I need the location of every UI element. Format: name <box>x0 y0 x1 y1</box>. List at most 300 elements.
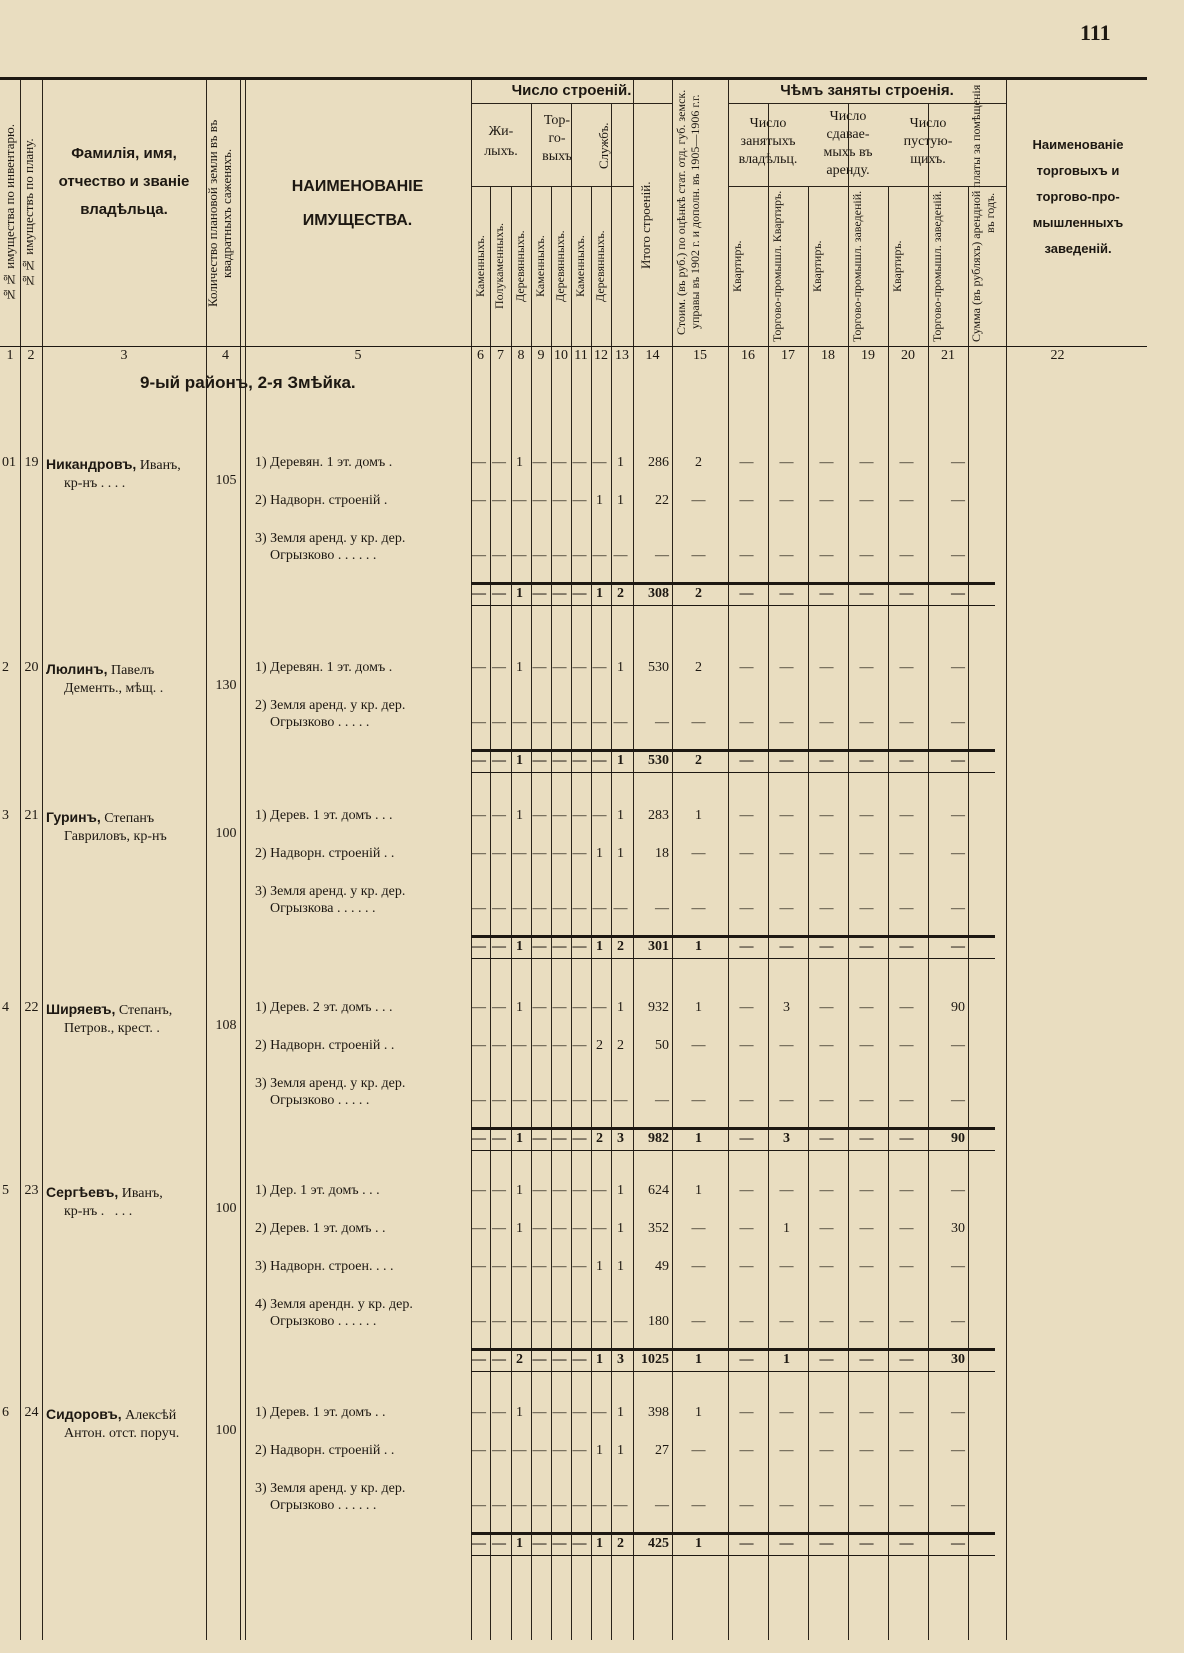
value-cell: — <box>951 1183 965 1198</box>
value-cell: — <box>552 1314 567 1329</box>
value-cell: 1 <box>516 660 523 675</box>
value-cell: — <box>532 715 547 730</box>
value-cell: — <box>739 1443 754 1458</box>
value-cell: — <box>899 901 914 916</box>
value-cell: — <box>779 455 794 470</box>
district-title: 9-ый районъ, 2-я Змѣйка. <box>140 373 356 392</box>
value-cell: — <box>532 548 547 563</box>
column-number: 19 <box>861 348 875 363</box>
total-cell: 1 <box>695 1352 702 1367</box>
total-cell: — <box>899 1536 914 1551</box>
value-cell: — <box>572 1093 587 1108</box>
value-cell: — <box>552 846 567 861</box>
total-cell: — <box>739 586 754 601</box>
value-cell: — <box>899 1259 914 1274</box>
header-residential: Жи- лыхъ. <box>484 124 518 159</box>
value-cell: — <box>951 548 965 563</box>
value-cell: — <box>691 493 706 508</box>
value-cell: — <box>739 660 754 675</box>
value-cell: — <box>739 846 754 861</box>
total-cell: — <box>472 1352 486 1367</box>
owner-line-2: Антон. отст. поруч. <box>64 1426 180 1441</box>
value-cell: — <box>655 548 669 563</box>
value-cell: — <box>819 1498 834 1513</box>
value-cell: — <box>899 808 914 823</box>
header-buildings: Число строеній. <box>511 82 632 99</box>
total-rule <box>471 935 995 938</box>
value-cell: — <box>552 455 567 470</box>
total-cell: — <box>572 1352 587 1367</box>
value-cell: — <box>532 660 547 675</box>
value-cell: — <box>592 715 607 730</box>
header-total-buildings: Итого строеній. <box>638 181 653 269</box>
column-number: 7 <box>497 348 504 363</box>
header-rented: Число сдавае- мыхъ въ аренду. <box>823 109 873 178</box>
value-cell: — <box>739 1405 754 1420</box>
owner-name <box>46 455 206 493</box>
sub-header-sub10: Деревянныхъ. <box>553 230 567 302</box>
column-number: 1 <box>6 348 14 363</box>
total-cell: — <box>532 939 547 954</box>
value-cell: — <box>779 1314 794 1329</box>
value-cell: — <box>572 1000 587 1015</box>
property-item: 3) Земля аренд. у кр. дер. <box>255 1076 406 1091</box>
value-cell: — <box>472 493 486 508</box>
value-cell: — <box>859 1000 874 1015</box>
total-cell: — <box>552 1131 567 1146</box>
value-cell: — <box>951 901 965 916</box>
property-item-cont: Огрызково . . . . . . <box>270 1498 377 1513</box>
total-cell: — <box>859 1352 874 1367</box>
owner-line-1 <box>46 455 206 475</box>
land-area: 105 <box>215 473 237 488</box>
total-rule <box>471 582 995 585</box>
value-cell: — <box>592 901 607 916</box>
total-cell: — <box>819 1352 834 1367</box>
value-cell: — <box>472 846 486 861</box>
total-cell: — <box>592 753 607 768</box>
owner-surname: Люлинъ, <box>46 661 108 677</box>
value-cell: — <box>951 1498 965 1513</box>
owner-given-name: Степанъ, <box>118 1003 173 1018</box>
land-area: 100 <box>215 826 237 841</box>
value-cell: — <box>552 1405 567 1420</box>
value-cell: — <box>819 1221 834 1236</box>
inv-number: 2 <box>2 660 9 675</box>
total-cell: 1 <box>783 1352 790 1367</box>
value-cell: — <box>572 846 587 861</box>
value-cell: — <box>572 1038 587 1053</box>
value-cell: — <box>552 715 567 730</box>
value-cell: — <box>613 1498 628 1513</box>
column-number: 16 <box>741 348 755 363</box>
value-cell: 1 <box>617 1443 624 1458</box>
plan-number: 19 <box>24 455 39 470</box>
property-item-cont: Огрызково . . . . . . <box>270 548 377 563</box>
land-area: 100 <box>215 1201 237 1216</box>
header-valuation: Стоим. (въ руб.) по оцѣнкѣ стат. отд. губ. земск. управы въ 1902 г. и дополн. въ 1905—1906 г.г. <box>674 89 702 335</box>
land-area: 100 <box>215 1423 237 1438</box>
value-cell: 1 <box>596 846 603 861</box>
value-cell: — <box>472 715 486 730</box>
total-cell: — <box>472 1536 486 1551</box>
value-cell: — <box>572 548 587 563</box>
value-cell: 2 <box>596 1038 603 1053</box>
total-cell: — <box>472 586 486 601</box>
value-cell: — <box>951 660 965 675</box>
total-cell: 982 <box>648 1131 669 1146</box>
value-cell: — <box>951 1259 965 1274</box>
value-cell: — <box>512 1259 527 1274</box>
owner-name <box>46 1183 206 1221</box>
total-cell: — <box>819 586 834 601</box>
value-cell: — <box>492 1000 506 1015</box>
column-rule <box>1006 80 1007 1640</box>
value-cell: — <box>859 1038 874 1053</box>
total-cell: — <box>739 1352 754 1367</box>
value-cell: — <box>739 1000 754 1015</box>
value-cell: — <box>472 1498 486 1513</box>
value-cell: — <box>572 455 587 470</box>
value-cell: — <box>572 1221 587 1236</box>
value-cell: — <box>572 808 587 823</box>
value-cell: — <box>899 1000 914 1015</box>
value-cell: 286 <box>648 455 669 470</box>
value-cell: — <box>899 1498 914 1513</box>
value-cell: — <box>472 901 486 916</box>
value-cell: — <box>899 493 914 508</box>
header-commercial: Тор- го- выхъ <box>542 113 572 164</box>
value-cell: — <box>779 901 794 916</box>
value-cell: — <box>592 1221 607 1236</box>
total-cell: — <box>951 939 965 954</box>
total-cell: 301 <box>648 939 669 954</box>
sub-header-sub15: Квартиръ. <box>730 240 744 292</box>
property-item: 1) Дерев. 1 эт. домъ . . <box>255 1405 386 1420</box>
column-number: 6 <box>477 348 484 363</box>
total-cell: — <box>552 753 567 768</box>
value-cell: — <box>552 1000 567 1015</box>
value-cell: 90 <box>951 1000 965 1015</box>
value-cell: 2 <box>617 1038 624 1053</box>
value-cell: — <box>512 715 527 730</box>
total-cell: 1 <box>596 1536 603 1551</box>
value-cell: — <box>779 1405 794 1420</box>
column-number: 18 <box>821 348 835 363</box>
property-item: 1) Дер. 1 эт. домъ . . . <box>255 1183 380 1198</box>
value-cell: — <box>859 715 874 730</box>
total-cell: — <box>899 753 914 768</box>
value-cell: — <box>859 1405 874 1420</box>
value-cell: — <box>532 493 547 508</box>
total-cell: — <box>472 753 486 768</box>
value-cell: — <box>951 1314 965 1329</box>
value-cell: — <box>819 1038 834 1053</box>
value-cell: — <box>739 548 754 563</box>
value-cell: — <box>592 1498 607 1513</box>
property-item: 3) Надворн. строен. . . . <box>255 1259 394 1274</box>
value-cell: — <box>532 1221 547 1236</box>
value-cell: — <box>572 660 587 675</box>
property-item-cont: Огрызково . . . . . . <box>270 1314 377 1329</box>
value-cell: — <box>532 1000 547 1015</box>
owner-line-1 <box>46 1000 206 1020</box>
total-rule <box>471 1127 995 1130</box>
value-cell: — <box>899 846 914 861</box>
value-cell: — <box>472 1038 486 1053</box>
value-cell: — <box>613 901 628 916</box>
total-cell: — <box>739 939 754 954</box>
total-cell: — <box>859 753 874 768</box>
value-cell: — <box>859 660 874 675</box>
value-cell: — <box>512 1038 527 1053</box>
value-cell: — <box>691 846 706 861</box>
value-cell: — <box>472 1093 486 1108</box>
value-cell: — <box>779 1259 794 1274</box>
value-cell: — <box>492 1183 506 1198</box>
value-cell: — <box>859 1093 874 1108</box>
value-cell: — <box>691 715 706 730</box>
value-cell: 1 <box>695 1183 702 1198</box>
value-cell: — <box>613 548 628 563</box>
property-item: 3) Земля аренд. у кр. дер. <box>255 531 406 546</box>
value-cell: — <box>951 1038 965 1053</box>
value-cell: — <box>951 1093 965 1108</box>
total-rule <box>471 1532 995 1535</box>
value-cell: 180 <box>648 1314 669 1329</box>
column-number: 11 <box>574 348 588 363</box>
column-number: 21 <box>941 348 955 363</box>
owner-line-1 <box>46 660 206 680</box>
owner-surname: Сергѣевъ, <box>46 1184 119 1200</box>
value-cell: — <box>739 455 754 470</box>
total-rule-bottom <box>471 1371 995 1372</box>
total-cell: 30 <box>951 1352 965 1367</box>
total-cell: — <box>532 1131 547 1146</box>
total-rule-bottom <box>471 1150 995 1151</box>
value-cell: — <box>592 808 607 823</box>
value-cell: — <box>472 548 486 563</box>
column-number: 22 <box>1050 348 1065 363</box>
header-area: Количество плановой земли въ въ квадратныхъ саженяхъ. <box>205 119 234 307</box>
total-rule-bottom <box>471 605 995 606</box>
value-cell: — <box>819 846 834 861</box>
owner-surname: Сидоровъ, <box>46 1406 122 1422</box>
total-cell: 2 <box>617 1536 624 1551</box>
value-cell: — <box>472 1183 486 1198</box>
value-cell: — <box>492 455 506 470</box>
group-rule <box>471 103 672 104</box>
value-cell: — <box>691 1498 706 1513</box>
value-cell: 1 <box>617 1259 624 1274</box>
value-cell: — <box>691 1221 706 1236</box>
owner-line-2: кр-нъ . . . . <box>64 1204 133 1219</box>
total-cell: 1 <box>617 753 624 768</box>
value-cell: — <box>472 1405 486 1420</box>
total-cell: — <box>552 939 567 954</box>
total-cell: 2 <box>596 1131 603 1146</box>
total-cell: — <box>572 753 587 768</box>
value-cell: — <box>572 1314 587 1329</box>
value-cell: — <box>779 1498 794 1513</box>
value-cell: — <box>819 660 834 675</box>
value-cell: — <box>691 1443 706 1458</box>
property-item: 1) Дерев. 1 эт. домъ . . . <box>255 808 393 823</box>
value-cell: — <box>899 548 914 563</box>
value-cell: 50 <box>655 1038 669 1053</box>
value-cell: — <box>779 1443 794 1458</box>
inv-number: 5 <box>2 1183 9 1198</box>
value-cell: — <box>859 808 874 823</box>
property-item: 4) Земля арендн. у кр. дер. <box>255 1297 413 1312</box>
total-cell: 1 <box>596 586 603 601</box>
total-cell: — <box>859 1536 874 1551</box>
value-cell: — <box>951 455 965 470</box>
top-rule <box>0 77 1147 80</box>
total-cell: 1 <box>516 939 523 954</box>
property-item: 3) Земля аренд. у кр. дер. <box>255 1481 406 1496</box>
owner-surname: Никандровъ, <box>46 456 137 472</box>
value-cell: 1 <box>516 1183 523 1198</box>
value-cell: — <box>532 455 547 470</box>
owner-name <box>46 808 206 846</box>
value-cell: — <box>512 493 527 508</box>
total-cell: 1 <box>695 939 702 954</box>
value-cell: — <box>592 1000 607 1015</box>
total-cell: — <box>819 939 834 954</box>
total-cell: 3 <box>617 1131 624 1146</box>
value-cell: 352 <box>648 1221 669 1236</box>
value-cell: — <box>819 1259 834 1274</box>
value-cell: — <box>655 901 669 916</box>
value-cell: — <box>552 1498 567 1513</box>
header-empty: Число пустую- щихъ. <box>903 116 953 167</box>
inv-number: 4 <box>2 1000 9 1015</box>
value-cell: — <box>492 1443 506 1458</box>
value-cell: — <box>739 1314 754 1329</box>
value-cell: — <box>532 1314 547 1329</box>
value-cell: — <box>613 1314 628 1329</box>
value-cell: — <box>532 1183 547 1198</box>
owner-surname: Гуринъ, <box>46 809 101 825</box>
total-cell: 2 <box>617 939 624 954</box>
value-cell: — <box>739 1183 754 1198</box>
value-cell: — <box>859 1259 874 1274</box>
value-cell: — <box>572 1405 587 1420</box>
value-cell: — <box>472 455 486 470</box>
value-cell: — <box>592 548 607 563</box>
value-cell: — <box>592 1093 607 1108</box>
total-cell: — <box>899 939 914 954</box>
value-cell: — <box>492 846 506 861</box>
value-cell: 1 <box>617 808 624 823</box>
value-cell: — <box>899 1183 914 1198</box>
total-cell: — <box>859 939 874 954</box>
value-cell: 530 <box>648 660 669 675</box>
sub-header-sub20: Торгово-промышл. заведеній. <box>930 190 944 342</box>
value-cell: — <box>779 1183 794 1198</box>
value-cell: — <box>492 660 506 675</box>
value-cell: — <box>819 1000 834 1015</box>
total-cell: 1 <box>516 1131 523 1146</box>
total-cell: — <box>951 753 965 768</box>
value-cell: 1 <box>783 1221 790 1236</box>
value-cell: — <box>739 808 754 823</box>
value-cell: — <box>552 548 567 563</box>
value-cell: — <box>691 1314 706 1329</box>
header-owner: Фамилія, имя, отчество и званіе владѣльца. <box>58 145 190 218</box>
value-cell: 1 <box>617 1000 624 1015</box>
value-cell: — <box>739 1093 754 1108</box>
value-cell: — <box>951 1405 965 1420</box>
total-cell: — <box>779 753 794 768</box>
column-number: 10 <box>554 348 568 363</box>
total-rule-bottom <box>471 958 995 959</box>
inv-number: 6 <box>2 1405 9 1420</box>
sub-header-sub11: Каменныхъ. <box>573 235 587 297</box>
value-cell: 22 <box>655 493 669 508</box>
value-cell: — <box>819 808 834 823</box>
value-cell: — <box>779 493 794 508</box>
value-cell: — <box>492 548 506 563</box>
value-cell: 1 <box>695 1000 702 1015</box>
value-cell: — <box>552 901 567 916</box>
column-rule <box>968 186 969 1640</box>
value-cell: — <box>472 1259 486 1274</box>
value-cell: 1 <box>695 808 702 823</box>
total-cell: 2 <box>695 753 702 768</box>
value-cell: — <box>819 493 834 508</box>
total-cell: — <box>859 1131 874 1146</box>
value-cell: — <box>819 548 834 563</box>
value-cell: — <box>779 715 794 730</box>
plan-number: 24 <box>24 1405 39 1420</box>
header-owner-occupied: Число занятыхъ владѣльц. <box>738 116 798 167</box>
value-cell: — <box>512 1443 527 1458</box>
value-cell: — <box>899 715 914 730</box>
column-number: 14 <box>645 348 660 363</box>
value-cell: — <box>592 660 607 675</box>
value-cell: — <box>819 1314 834 1329</box>
value-cell: — <box>532 1405 547 1420</box>
value-cell: — <box>552 1259 567 1274</box>
value-cell: 1 <box>516 1405 523 1420</box>
value-cell: — <box>951 493 965 508</box>
column-number: 8 <box>517 348 525 363</box>
sub-header-sub12: Деревянныхъ. <box>593 230 607 302</box>
value-cell: — <box>899 1443 914 1458</box>
value-cell: 1 <box>516 808 523 823</box>
value-cell: — <box>532 1443 547 1458</box>
value-cell: — <box>859 1443 874 1458</box>
value-cell: — <box>492 1093 506 1108</box>
header-rent-sum: Сумма (въ рубляхъ) арендной платы за помѣщенія въ годъ. <box>969 84 997 342</box>
value-cell: 1 <box>617 455 624 470</box>
value-cell: — <box>572 493 587 508</box>
value-cell: — <box>859 548 874 563</box>
total-cell: — <box>739 1131 754 1146</box>
value-cell: — <box>572 1259 587 1274</box>
value-cell: — <box>592 455 607 470</box>
value-cell: — <box>899 1221 914 1236</box>
value-cell: — <box>819 901 834 916</box>
header-property: НАИМЕНОВАНІЕ ИМУЩЕСТВА. <box>291 178 424 229</box>
total-cell: 530 <box>648 753 669 768</box>
total-cell: 1 <box>695 1536 702 1551</box>
total-cell: — <box>951 586 965 601</box>
value-cell: — <box>613 1093 628 1108</box>
value-cell: — <box>819 455 834 470</box>
